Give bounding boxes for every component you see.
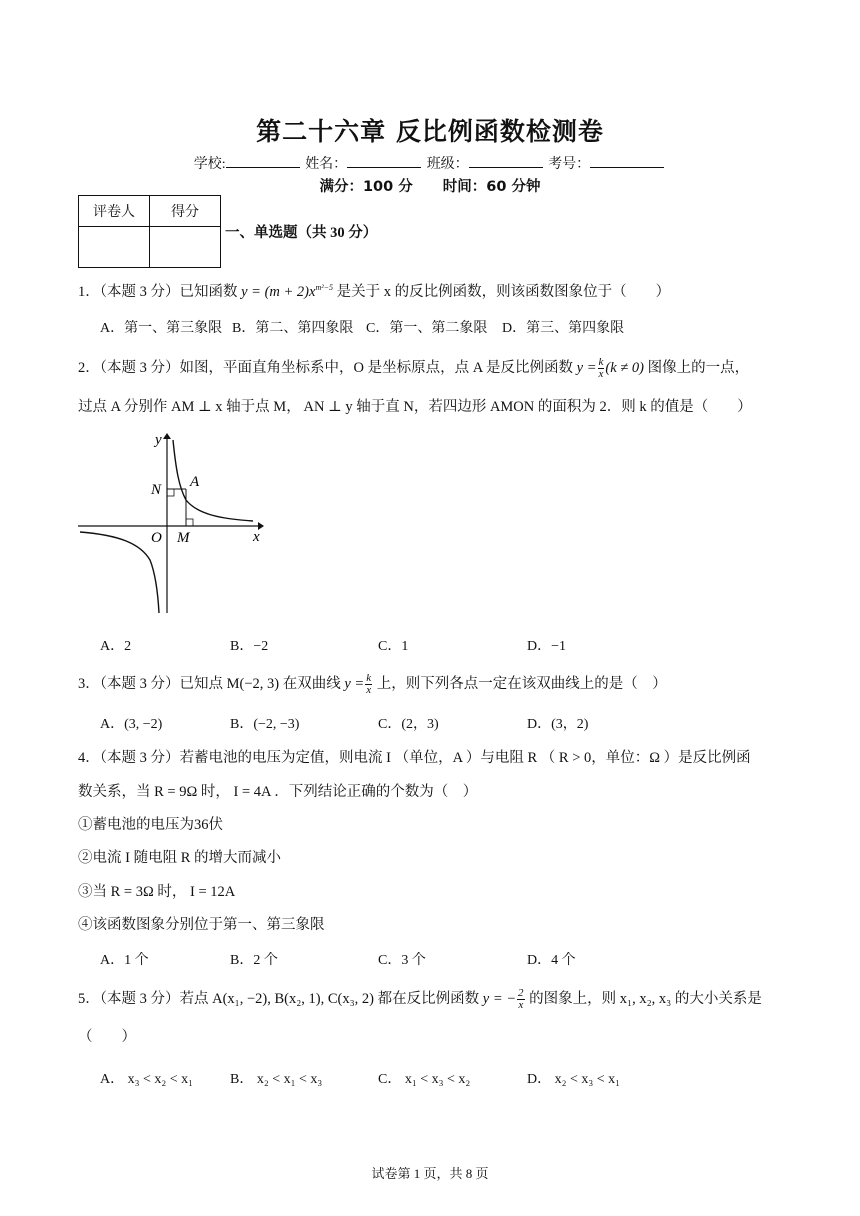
page-title: 第二十六章 反比例函数检测卷 xyxy=(256,117,604,146)
q2-stem-line2: 过点 A 分别作 AM ⊥ x 轴于点 M， AN ⊥ y 轴于直 N，若四边形 AMON 的面积为 2．则 k 的值是（ ） xyxy=(78,399,752,415)
hyperbola-q1-branch xyxy=(173,440,253,521)
q5-fraction: $\frac{2}{x}$ xyxy=(518,987,524,1011)
q5-stem xyxy=(78,988,793,1011)
score-table xyxy=(78,195,221,268)
q4-option-a[interactable]: A．1 个 xyxy=(100,953,149,968)
grader-cell xyxy=(79,227,150,268)
label-M: M xyxy=(177,530,190,546)
q2-text-b: 图像上的一点， xyxy=(647,359,750,376)
q2-option-c[interactable]: C．1 xyxy=(378,639,409,654)
q3-option-b[interactable]: B．(−2, −3) xyxy=(230,717,300,732)
q4-item-1: ①蓄电池的电压为36伏 xyxy=(78,817,223,833)
q4-option-c[interactable]: C．3 个 xyxy=(378,953,426,968)
q4-item-2: ②电流 I 随电阻 R 的增大而减小 xyxy=(78,850,281,866)
q1-prefix: 1．（本题 3 分）已知函数 xyxy=(78,283,238,300)
q2-option-d[interactable]: D．−1 xyxy=(527,639,567,654)
q4-options xyxy=(100,949,800,969)
label-y: y xyxy=(155,432,162,448)
q2-graph xyxy=(78,425,268,620)
name-blank[interactable] xyxy=(347,155,421,168)
q5-suffix: 的图象上，则 x₁, x₂, x₃ 的大小关系是 xyxy=(529,990,762,1007)
q2-option-b[interactable]: B．−2 xyxy=(230,639,269,654)
q5-paren: （ ） xyxy=(78,1029,136,1045)
q3-fraction: $\frac{k}{x}$ xyxy=(366,672,372,696)
right-angle-N xyxy=(167,489,174,496)
label-x: x xyxy=(253,529,260,545)
q2-stem-line1 xyxy=(78,357,793,380)
label-N: N xyxy=(151,482,162,498)
q4-option-b[interactable]: B．2 个 xyxy=(230,953,278,968)
q5-prefix: 5．（本题 3 分）若点 A(x₁, −2), B(x₂, 1), C(x₃, 2) 都在反比例函数 xyxy=(78,990,480,1007)
q3-option-d[interactable]: D．(3，2) xyxy=(527,717,589,732)
q2-y: y = xyxy=(576,359,597,376)
school-blank[interactable] xyxy=(226,155,300,168)
name-label: 姓名： xyxy=(305,157,348,172)
q4-item-3: ③当 R = 3Ω 时， I = 12A xyxy=(78,884,236,900)
q1-options xyxy=(100,317,800,337)
q2-condition: (k ≠ 0) xyxy=(605,359,644,376)
label-A: A xyxy=(190,474,200,490)
score-cell xyxy=(150,227,221,268)
class-label: 班级： xyxy=(426,157,469,172)
q3-options xyxy=(100,713,800,733)
q4-item-4: ④该函数图象分别位于第一、第三象限 xyxy=(78,917,325,933)
y-axis-arrow xyxy=(163,433,171,439)
exam-meta xyxy=(0,175,860,196)
label-O: O xyxy=(151,530,162,546)
q5-option-d[interactable]: D． x₂ < x₃ < x₁ xyxy=(527,1072,621,1087)
class-blank[interactable] xyxy=(469,155,543,168)
q4-stem-line1: 4．（本题 3 分）若蓄电池的电压为定值，则电流 I （单位，A ）与电阻 R （ R > 0，单位：Ω ）是反比例函 xyxy=(78,750,751,766)
q1-stem xyxy=(78,278,793,302)
q1-option-b[interactable]: B．第二、第四象限 xyxy=(232,321,354,336)
q2-option-a[interactable]: A．2 xyxy=(100,639,132,654)
exam-no-blank[interactable] xyxy=(590,155,664,168)
score-header: 得分 xyxy=(150,196,221,227)
q1-option-a[interactable]: A．第一、第三象限 xyxy=(100,321,223,336)
q3-prefix: 3．（本题 3 分）已知点 M(−2, 3) 在双曲线 xyxy=(78,675,341,692)
school-label: 学校: xyxy=(193,157,226,172)
hyperbola-q3-branch xyxy=(80,532,159,613)
q5-options xyxy=(100,1068,800,1088)
q4-stem-line2: 数关系，当 R = 9Ω 时， I = 4A ．下列结论正确的个数为（ ） xyxy=(78,784,478,800)
q5-option-c[interactable]: C． x₁ < x₃ < x₂ xyxy=(378,1072,471,1087)
q3-stem xyxy=(78,673,793,696)
q2-options xyxy=(100,635,800,655)
section-title: 一、单选题（共 30 分） xyxy=(225,225,378,241)
q5-option-b[interactable]: B． x₂ < x₁ < x₃ xyxy=(230,1072,323,1087)
q3-option-c[interactable]: C．(2，3) xyxy=(378,717,439,732)
q1-option-d[interactable]: D．第三、第四象限 xyxy=(502,321,625,336)
q2-fraction: $\frac{k}{x}$ xyxy=(598,356,604,380)
q5-y: y = − xyxy=(482,990,517,1007)
student-info-line xyxy=(0,153,860,173)
q3-y: y = xyxy=(344,675,365,692)
grader-header: 评卷人 xyxy=(79,196,150,227)
q5-option-a[interactable]: A． x₃ < x₂ < x₁ xyxy=(100,1072,194,1087)
q1-formula: y = (m + 2)x xyxy=(241,283,316,300)
exam-time: 时间：60 分钟 xyxy=(442,179,541,195)
q4-option-d[interactable]: D．4 个 xyxy=(527,953,576,968)
q1-option-c[interactable]: C．第一、第二象限 xyxy=(366,321,488,336)
full-score: 满分：100 分 xyxy=(319,179,413,195)
exam-no-label: 考号： xyxy=(548,157,591,172)
q3-option-a[interactable]: A．(3, −2) xyxy=(100,717,163,732)
page-footer: 试卷第 1 页，共 8 页 xyxy=(371,1166,489,1181)
q1-suffix: 是关于 x 的反比例函数，则该函数图象位于（ ） xyxy=(336,283,671,300)
q3-suffix: 上，则下列各点一定在该双曲线上的是（ ） xyxy=(376,675,667,692)
right-angle-M xyxy=(186,519,193,526)
q1-exponent: m²−5 xyxy=(315,283,334,292)
q2-text-a: 2．（本题 3 分）如图，平面直角坐标系中，O 是坐标原点，点 A 是反比例函数 xyxy=(78,359,574,376)
